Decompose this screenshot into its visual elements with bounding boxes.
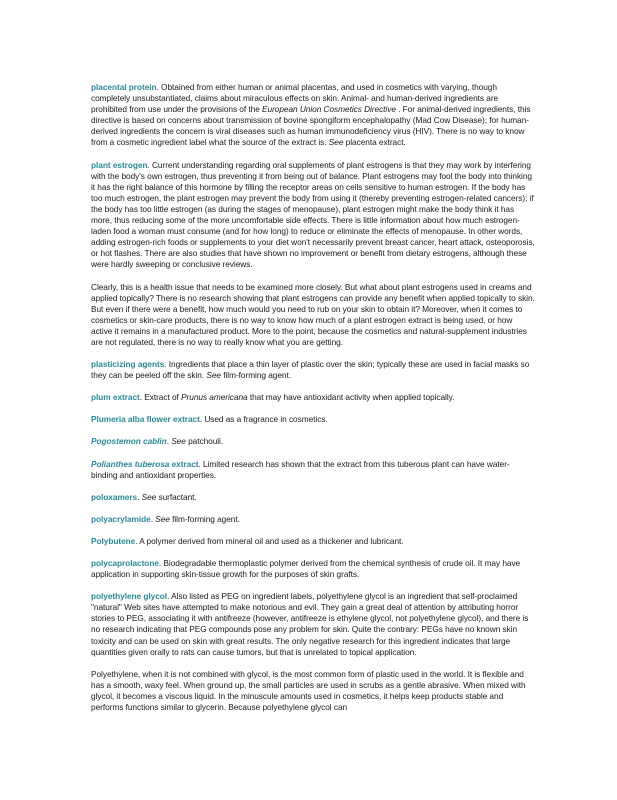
- glossary-content: [91, 82, 535, 724]
- entry-placental-protein: placental protein. Obtained from either human or animal placentas, and used in cosmetics with varying, though completely unsubstantiated, claims about miraculous effects on skin. Animal- and human-derived ingredients are prohibited from use under the provisions of the European Union Cosmetics Directive . For animal-derived ingredients, this directive is based on concerns about transmission of bovine spongiform encephalopathy (Mad Cow Disease); for human-derived ingredients the concern is viral diseases such as human immunodeficiency virus (HIV). There is no way to know from a cosmetic ingredient label what the source of the extract is. See placenta extract.: [91, 82, 531, 148]
- entry-pogostemon-cablin: Pogostemon cablin. See patchouli.: [91, 436, 224, 447]
- entry-plasticizing-agents: plasticizing agents. Ingredients that place a thin layer of plastic over the skin; typically these are used in facial masks so they can be peeled off the skin. See film-forming agent.: [91, 359, 530, 381]
- entry-poloxamers: poloxamers. See surfactant.: [91, 491, 197, 502]
- entry-term: Polybutene: [91, 535, 136, 546]
- entry-term: placental protein: [91, 82, 157, 92]
- entry-polianthes-tuberosa: Polianthes tuberosa extract. Limited research has shown that the extract from this tuberous plant can have water-binding and antioxidant properties.: [91, 458, 510, 480]
- entry-term: Polianthes tuberosa: [91, 458, 170, 469]
- entry-term: plum extract: [91, 392, 140, 403]
- entry-term: Plumeria alba flower extract: [91, 414, 200, 425]
- entry-polycaprolactone: polycaprolactone. Biodegradable thermoplastic polymer derived from the chemical synthesis of crude oil. It may have application in supporting skin-tissue growth for the purposes of skin grafts.: [91, 558, 521, 580]
- entry-term: plant estrogen: [91, 159, 148, 170]
- entry-term: poloxamers: [91, 491, 138, 502]
- entry-plant-estrogen: plant estrogen. Current understanding regarding oral supplements of plant estrogens is that they may work by interfering with the body's own estrogen, thus preventing it from being out of balance. Plant estrogens may fool the body into thinking it has the right balance of this hormone by filling the receptor areas on cells sensitive to human estrogen. If the body has too much estrogen, the plant estrogen may prevent the body from using it (thereby preventing estrogen-related cancers); if the body has too little estrogen (as during the stages of menopause), plant estrogen might make the body think it has more, thus reducing some of the more uncomfortable side effects. There is little information about how much estrogen-laden food a woman must consume (and for how long) to reduce or eliminate the effects of menopause. In other words, adding estrogen-rich foods or supplements to your diet won't necessarily prevent breast cancer, heart attack, osteoporosis, or hot flashes. There are also studies that have shown no improvement or benefit from dietary estrogens, although these were hardly sweeping or conclusive reviews.: [91, 159, 535, 270]
- entry-term: Pogostemon cablin: [91, 436, 167, 447]
- entry-polybutene: Polybutene. A polymer derived from mineral oil and used as a thickener and lubricant.: [91, 535, 404, 546]
- entry-polyacrylamide: polyacrylamide. See film-forming agent.: [91, 513, 240, 524]
- entry-term-tail: extract: [169, 458, 199, 469]
- entry-term: polycaprolactone: [91, 558, 159, 568]
- entry-term: polyacrylamide: [91, 513, 151, 524]
- entry-plumeria-alba: Plumeria alba flower extract. Used as a fragrance in cosmetics.: [91, 414, 328, 425]
- entry-continuation-paragraph: Clearly, this is a health issue that needs to be examined more closely. But what about plant estrogens used in creams and applied topically? There is no research showing that plant estrogens can provide any benefit when applied topically to skin. But even if there were a benefit, how much would you need to rub on your skin to obtain it? Moreover, when it comes to cosmetics or skin-care products, there is no way to know how much of a plant estrogen extract is being used, or how active it remains in a manufactured product. More to the point, because the cosmetics and natural-supplement industries are not regulated, there is no way to really know what you are getting.: [91, 281, 535, 347]
- entry-polyethylene-glycol: polyethylene glycol. Also listed as PEG on ingredient labels, polyethylene glycol is an ingredient that self-proclaimed "natural" Web sites have attempted to make notorious and evil. They gain a great deal of attention by attributing horror stories to PEG, associating it with antifreeze (however, antifreeze is ethylene glycol, not polyethylene glycol), and there is no research indicating that PEG compounds pose any problem for skin. Quite the contrary: PEGs have no known skin toxicity and can be used on skin with great results. The only negative research for this ingredient indicates that large quantities given orally to rats can cause tumors, but that is unrelated to topical application.: [91, 591, 529, 657]
- entry-term: polyethylene glycol: [91, 591, 168, 602]
- entry-plum-extract: plum extract. Extract of Prunus americana that may have antioxidant activity when applied topically.: [91, 392, 455, 403]
- entry-continuation-paragraph: Polyethylene, when it is not combined with glycol, is the most common form of plastic used in the world. It is flexible and has a smooth, waxy feel. When ground up, the small particles are used in scrubs as a gentle abrasive. When mixed with glycol, it becomes a viscous liquid. In the minuscule amounts used in cosmetics, it helps keep products stable and performs functions similar to glycerin. Because polyethylene glycol can: [91, 668, 526, 713]
- entry-term: plasticizing agents: [91, 359, 165, 370]
